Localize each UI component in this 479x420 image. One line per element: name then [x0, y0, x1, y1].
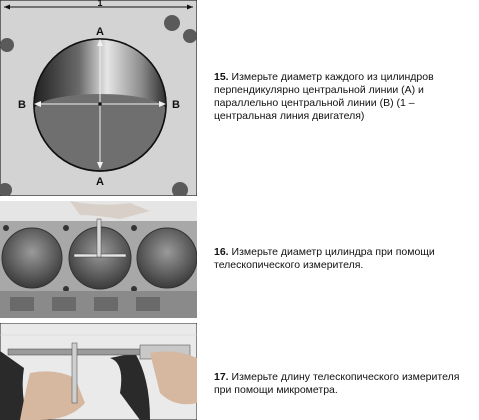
- telescopic-gauge-photo: [0, 201, 197, 318]
- label-b-left: B: [18, 99, 26, 111]
- block-hole: [164, 15, 180, 31]
- block-hole: [183, 29, 197, 43]
- engine-block-photo: [0, 201, 197, 318]
- cylinder-bore-drawing: [0, 0, 197, 196]
- step-15: [214, 71, 476, 123]
- cylinder-bore-diagram: [0, 0, 197, 196]
- centerline-label: 1: [97, 0, 103, 8]
- step-text: Измерьте диаметр каждого из цилиндров перпендикулярно центральной линии (А) и параллельно центральной линии (В) (1 – центральная линия двигателя): [214, 71, 434, 122]
- label-b-right: B: [172, 99, 180, 111]
- step-17: [214, 371, 476, 397]
- label-a-bottom: A: [96, 176, 104, 188]
- block-hole: [0, 38, 14, 52]
- cylinder-bore: [2, 228, 62, 288]
- step-text: Измерьте диаметр цилиндра при помощи телескопического измерителя.: [214, 246, 435, 271]
- step-number: 15.: [214, 71, 229, 83]
- micrometer-photo: [0, 323, 197, 420]
- micrometer-drawing: [0, 323, 197, 420]
- label-a-top: A: [96, 26, 104, 38]
- step-number: 16.: [214, 246, 229, 258]
- step-16: [214, 246, 476, 272]
- step-text: Измерьте длину телескопического измерителя при помощи микрометра.: [214, 371, 460, 396]
- step-number: 17.: [214, 371, 229, 383]
- cylinder-bore: [137, 228, 197, 288]
